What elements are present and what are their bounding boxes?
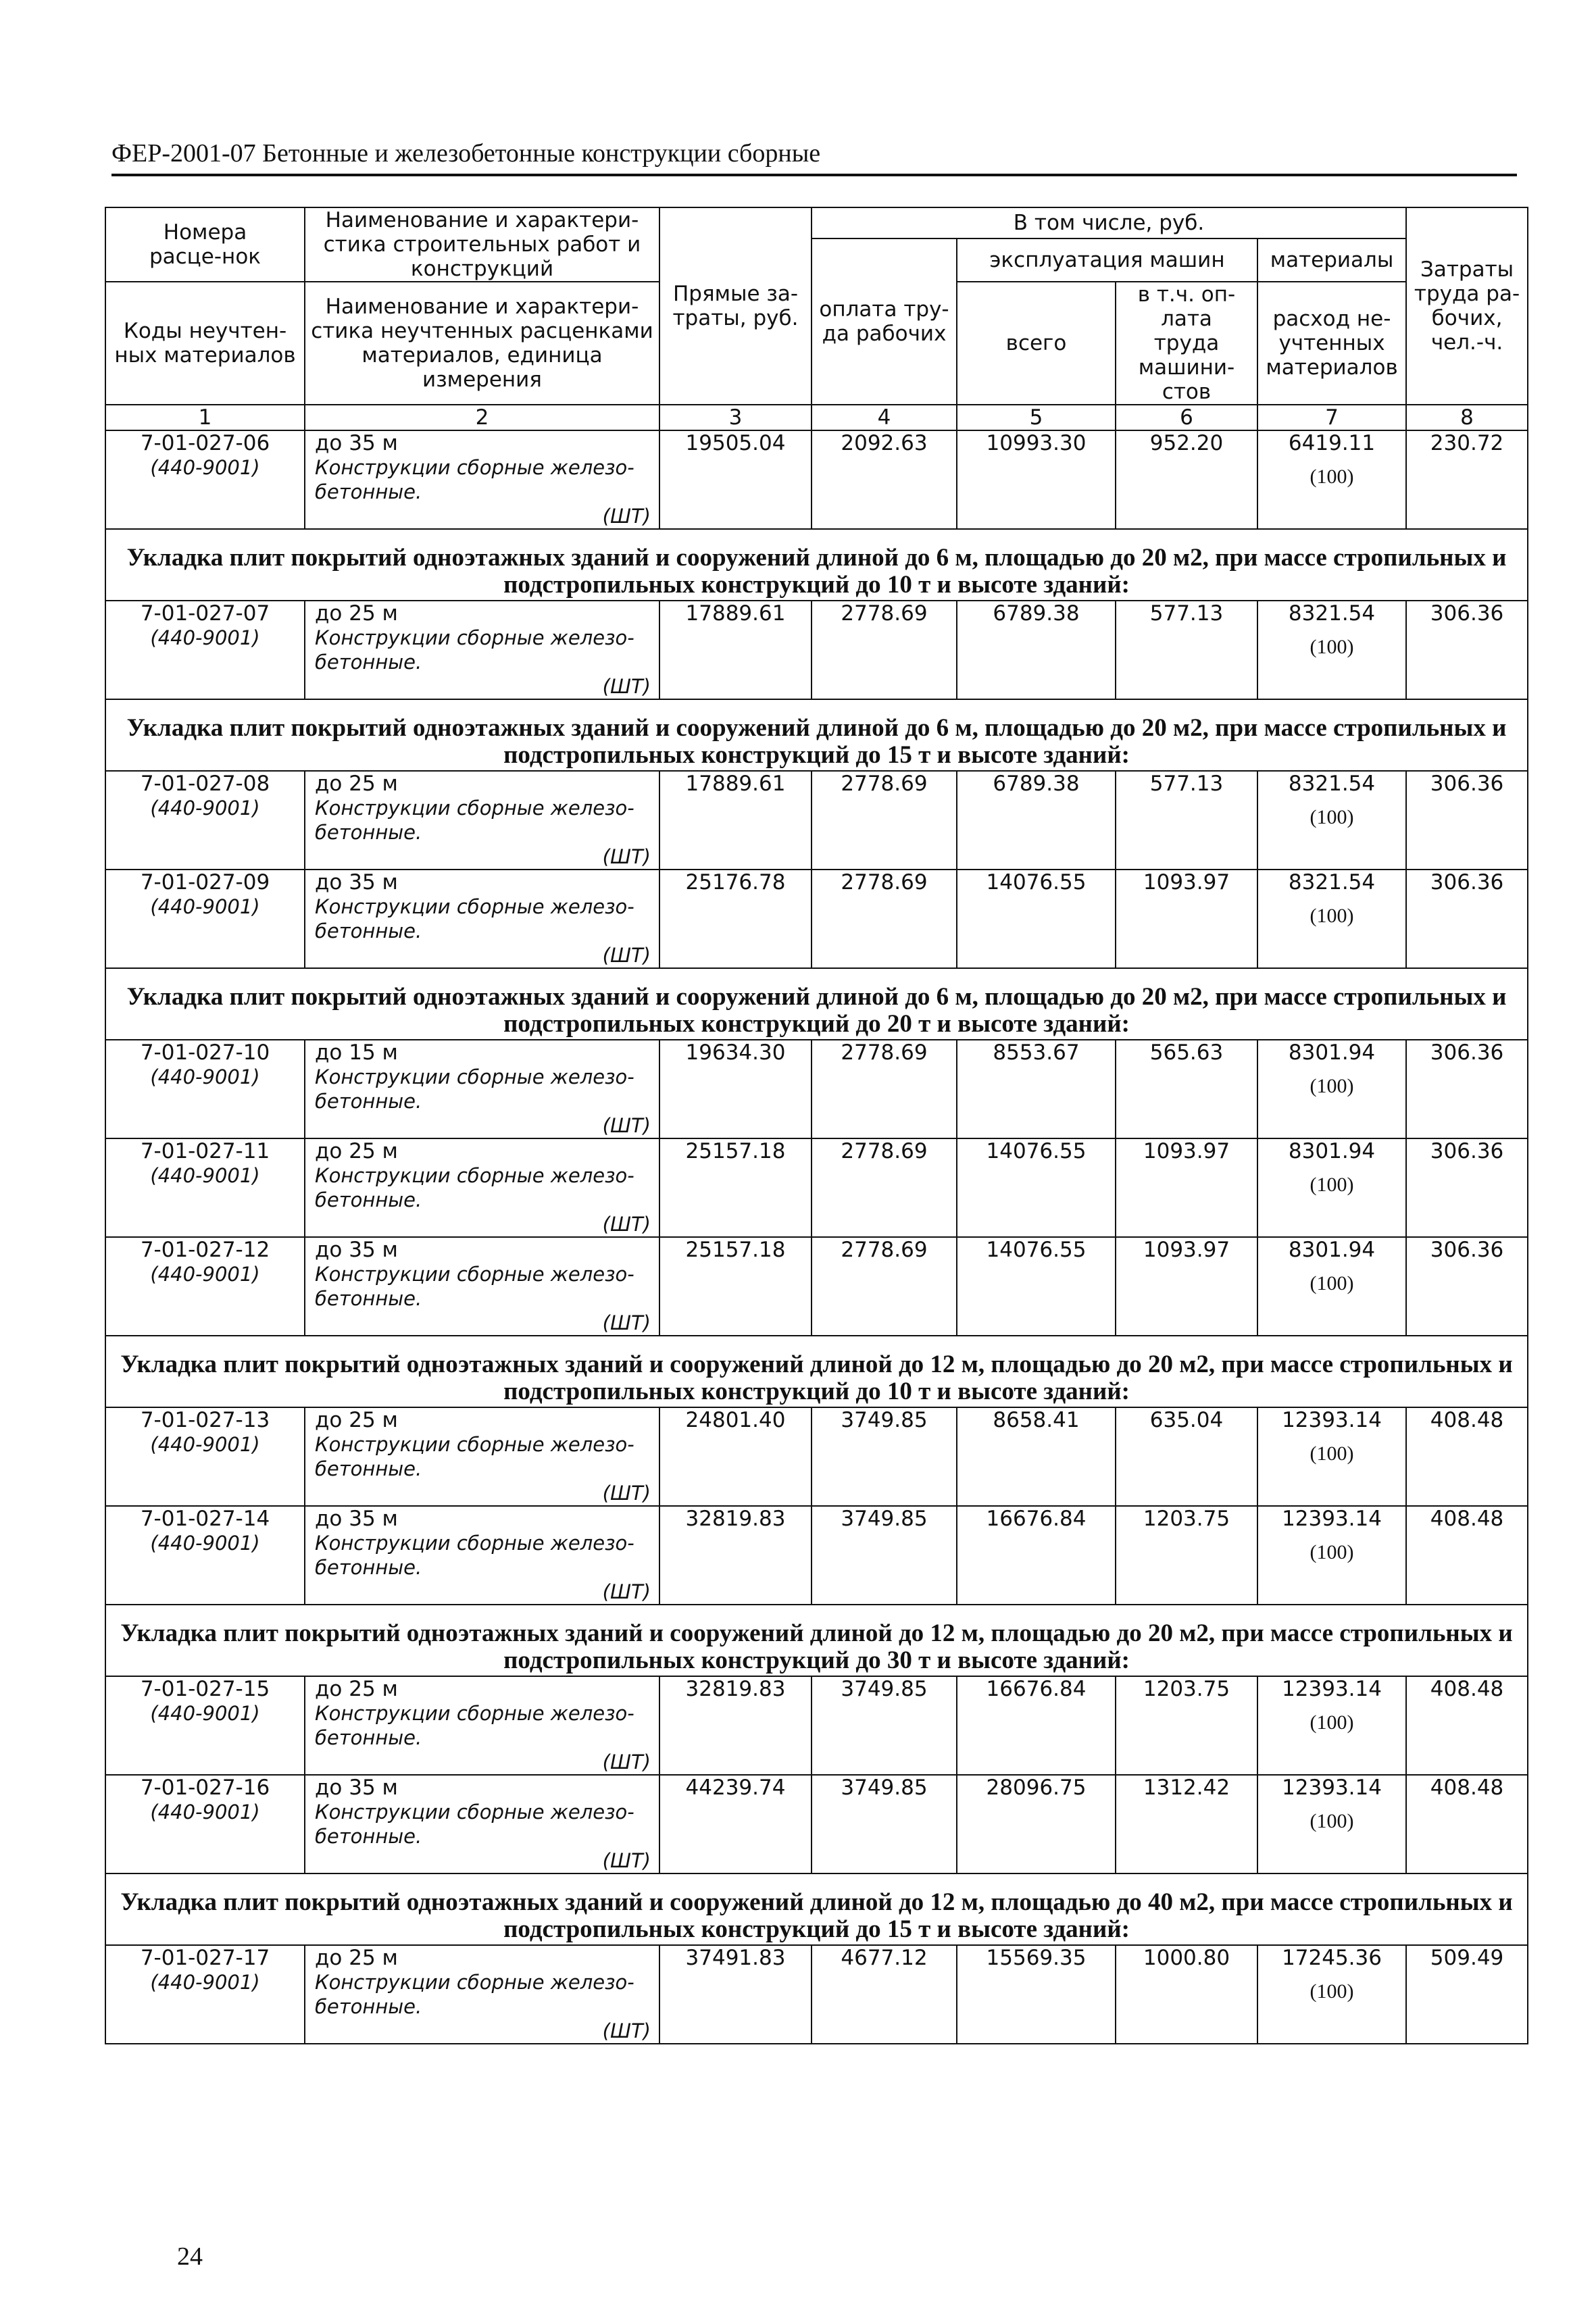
rate-code-cell bbox=[105, 1407, 305, 1506]
materials-cell bbox=[1257, 771, 1406, 870]
th-machines-total: всего bbox=[957, 282, 1116, 405]
material-unit: (ШТ) bbox=[602, 1849, 651, 1872]
machines-labor-pay-cell: 1203.75 bbox=[1116, 1506, 1257, 1605]
materials-cell bbox=[1257, 601, 1406, 699]
work-name: до 25 м bbox=[315, 1677, 398, 1701]
materials-cell bbox=[1257, 1407, 1406, 1506]
rate-code-cell bbox=[105, 1775, 305, 1873]
work-name-cell bbox=[305, 1407, 659, 1506]
material-unit: (ШТ) bbox=[602, 1311, 651, 1334]
col-number: 8 bbox=[1406, 405, 1528, 430]
section-heading-row bbox=[105, 968, 1528, 1040]
labor-hours-cell: 408.48 bbox=[1406, 1775, 1528, 1873]
materials-quantity: (100) bbox=[1310, 1075, 1354, 1097]
rate-code-cell bbox=[105, 771, 305, 870]
labor-hours-cell: 230.72 bbox=[1406, 430, 1528, 529]
machines-labor-pay-cell: 635.04 bbox=[1116, 1407, 1257, 1506]
materials-cost: 12393.14 bbox=[1282, 1776, 1382, 1800]
col-number: 6 bbox=[1116, 405, 1257, 430]
machines-total-cell: 16676.84 bbox=[957, 1506, 1116, 1605]
labor-pay-cell: 3749.85 bbox=[812, 1506, 957, 1605]
table-row bbox=[105, 430, 1528, 529]
machines-total-cell: 6789.38 bbox=[957, 771, 1116, 870]
materials-cell bbox=[1257, 1237, 1406, 1336]
materials-cost: 8301.94 bbox=[1288, 1040, 1376, 1065]
materials-cost: 8301.94 bbox=[1288, 1139, 1376, 1163]
machines-labor-pay-cell: 1312.42 bbox=[1116, 1775, 1257, 1873]
material-code: (440-9001) bbox=[150, 1164, 260, 1187]
labor-pay-cell: 3749.85 bbox=[812, 1775, 957, 1873]
th-labor-pay: оплата тру-да рабочих bbox=[812, 238, 957, 405]
materials-cost: 12393.14 bbox=[1282, 1677, 1382, 1701]
material-name: Конструкции сборные железо-бетонные. bbox=[315, 1971, 634, 2018]
work-name: до 35 м bbox=[315, 870, 398, 895]
col-number: 5 bbox=[957, 405, 1116, 430]
material-code: (440-9001) bbox=[150, 456, 260, 479]
table-row bbox=[105, 601, 1528, 699]
materials-quantity: (100) bbox=[1310, 806, 1354, 828]
work-name: до 25 м bbox=[315, 1946, 398, 1970]
col-number: 3 bbox=[659, 405, 812, 430]
machines-labor-pay-cell: 577.13 bbox=[1116, 771, 1257, 870]
direct-costs-cell: 19634.30 bbox=[659, 1040, 812, 1138]
work-name: до 25 м bbox=[315, 601, 398, 626]
col-number: 4 bbox=[812, 405, 957, 430]
materials-cell bbox=[1257, 1138, 1406, 1237]
rate-code: 7-01-027-09 bbox=[140, 870, 270, 895]
materials-cost: 6419.11 bbox=[1288, 431, 1376, 455]
material-name: Конструкции сборные железо-бетонные. bbox=[315, 456, 634, 503]
rate-code: 7-01-027-16 bbox=[140, 1776, 270, 1800]
materials-quantity: (100) bbox=[1310, 1174, 1354, 1196]
materials-cost: 12393.14 bbox=[1282, 1507, 1382, 1531]
materials-quantity: (100) bbox=[1310, 466, 1354, 488]
work-name-cell bbox=[305, 601, 659, 699]
direct-costs-cell: 44239.74 bbox=[659, 1775, 812, 1873]
direct-costs-cell: 19505.04 bbox=[659, 430, 812, 529]
col-number: 1 bbox=[105, 405, 305, 430]
material-name: Конструкции сборные железо-бетонные. bbox=[315, 1263, 634, 1310]
materials-quantity: (100) bbox=[1310, 1980, 1354, 2003]
th-materials: материалы bbox=[1257, 238, 1406, 282]
material-name: Конструкции сборные железо-бетонные. bbox=[315, 1801, 634, 1848]
machines-total-cell: 14076.55 bbox=[957, 1237, 1116, 1336]
section-heading: Укладка плит покрытий одноэтажных зданий и сооружений длиной до 6 м, площадью до 20 м2, при массе стропильных и подстропильных конструкций до 10 т и высоте зданий: bbox=[105, 529, 1528, 601]
direct-costs-cell: 37491.83 bbox=[659, 1945, 812, 2044]
materials-cost: 12393.14 bbox=[1282, 1408, 1382, 1432]
labor-pay-cell: 2778.69 bbox=[812, 1237, 957, 1336]
labor-hours-cell: 306.36 bbox=[1406, 1237, 1528, 1336]
work-name-cell bbox=[305, 1676, 659, 1775]
materials-cell bbox=[1257, 1945, 1406, 2044]
material-name: Конструкции сборные железо-бетонные. bbox=[315, 1065, 634, 1113]
rates-table bbox=[105, 207, 1528, 2044]
th-materials-consumption: расход не-учтенных материалов bbox=[1257, 282, 1406, 405]
work-name: до 15 м bbox=[315, 1040, 398, 1065]
materials-cost: 8321.54 bbox=[1288, 772, 1376, 796]
table-row bbox=[105, 1040, 1528, 1138]
machines-total-cell: 8553.67 bbox=[957, 1040, 1116, 1138]
section-heading-row bbox=[105, 1873, 1528, 1945]
labor-pay-cell: 3749.85 bbox=[812, 1676, 957, 1775]
material-unit: (ШТ) bbox=[602, 845, 651, 868]
direct-costs-cell: 17889.61 bbox=[659, 771, 812, 870]
direct-costs-cell: 25157.18 bbox=[659, 1138, 812, 1237]
materials-cell bbox=[1257, 1676, 1406, 1775]
materials-quantity: (100) bbox=[1310, 636, 1354, 658]
column-numbers-row bbox=[105, 405, 1528, 430]
machines-total-cell: 15569.35 bbox=[957, 1945, 1116, 2044]
section-heading: Укладка плит покрытий одноэтажных зданий и сооружений длиной до 6 м, площадью до 20 м2, при массе стропильных и подстропильных конструкций до 15 т и высоте зданий: bbox=[105, 699, 1528, 771]
table-row bbox=[105, 1138, 1528, 1237]
materials-cell bbox=[1257, 1775, 1406, 1873]
material-code: (440-9001) bbox=[150, 1801, 260, 1823]
rate-code: 7-01-027-12 bbox=[140, 1238, 270, 1262]
rate-code-cell bbox=[105, 1040, 305, 1138]
th-machines: эксплуатация машин bbox=[957, 238, 1257, 282]
table-row bbox=[105, 870, 1528, 968]
machines-total-cell: 16676.84 bbox=[957, 1676, 1116, 1775]
rate-code: 7-01-027-11 bbox=[140, 1139, 270, 1163]
machines-total-cell: 8658.41 bbox=[957, 1407, 1116, 1506]
labor-pay-cell: 2778.69 bbox=[812, 601, 957, 699]
work-name-cell bbox=[305, 870, 659, 968]
rate-code-cell bbox=[105, 1676, 305, 1775]
rate-code: 7-01-027-10 bbox=[140, 1040, 270, 1065]
table-row bbox=[105, 1506, 1528, 1605]
labor-pay-cell: 2778.69 bbox=[812, 870, 957, 968]
table-row bbox=[105, 1237, 1528, 1336]
rate-code-cell bbox=[105, 870, 305, 968]
col-number: 2 bbox=[305, 405, 659, 430]
materials-cost: 8321.54 bbox=[1288, 601, 1376, 626]
material-code: (440-9001) bbox=[150, 1532, 260, 1555]
machines-labor-pay-cell: 952.20 bbox=[1116, 430, 1257, 529]
th-rate-numbers: Номера расце-нок bbox=[105, 207, 305, 282]
work-name: до 35 м bbox=[315, 1238, 398, 1262]
work-name: до 25 м bbox=[315, 772, 398, 796]
rate-code: 7-01-027-17 bbox=[140, 1946, 270, 1970]
section-heading-row bbox=[105, 1605, 1528, 1676]
th-including: В том числе, руб. bbox=[812, 207, 1406, 238]
machines-total-cell: 28096.75 bbox=[957, 1775, 1116, 1873]
material-code: (440-9001) bbox=[150, 797, 260, 820]
direct-costs-cell: 32819.83 bbox=[659, 1676, 812, 1775]
materials-quantity: (100) bbox=[1310, 1442, 1354, 1465]
th-material-codes: Коды неучтен-ных материалов bbox=[105, 282, 305, 405]
materials-quantity: (100) bbox=[1310, 1810, 1354, 1832]
col-number: 7 bbox=[1257, 405, 1406, 430]
labor-pay-cell: 2778.69 bbox=[812, 771, 957, 870]
th-machines-labor: в т.ч. оп-лата труда машини-стов bbox=[1116, 282, 1257, 405]
material-name: Конструкции сборные железо-бетонные. bbox=[315, 797, 634, 844]
work-name: до 35 м bbox=[315, 1776, 398, 1800]
labor-hours-cell: 306.36 bbox=[1406, 1138, 1528, 1237]
material-code: (440-9001) bbox=[150, 1971, 260, 1994]
material-code: (440-9001) bbox=[150, 1065, 260, 1088]
rate-code: 7-01-027-06 bbox=[140, 431, 270, 455]
materials-cost: 8321.54 bbox=[1288, 870, 1376, 895]
material-name: Конструкции сборные железо-бетонные. bbox=[315, 1433, 634, 1480]
machines-total-cell: 14076.55 bbox=[957, 870, 1116, 968]
materials-quantity: (100) bbox=[1310, 1541, 1354, 1563]
material-code: (440-9001) bbox=[150, 1263, 260, 1286]
section-heading: Укладка плит покрытий одноэтажных зданий и сооружений длиной до 12 м, площадью до 40 м2, при массе стропильных и подстропильных конструкций до 15 т и высоте зданий: bbox=[105, 1873, 1528, 1945]
labor-hours-cell: 408.48 bbox=[1406, 1407, 1528, 1506]
work-name-cell bbox=[305, 1138, 659, 1237]
machines-labor-pay-cell: 577.13 bbox=[1116, 601, 1257, 699]
material-unit: (ШТ) bbox=[602, 1114, 651, 1137]
section-heading: Укладка плит покрытий одноэтажных зданий и сооружений длиной до 12 м, площадью до 20 м2, при массе стропильных и подстропильных конструкций до 30 т и высоте зданий: bbox=[105, 1605, 1528, 1676]
section-heading-row bbox=[105, 529, 1528, 601]
rate-code: 7-01-027-13 bbox=[140, 1408, 270, 1432]
direct-costs-cell: 17889.61 bbox=[659, 601, 812, 699]
rate-code-cell bbox=[105, 601, 305, 699]
machines-labor-pay-cell: 1000.80 bbox=[1116, 1945, 1257, 2044]
material-unit: (ШТ) bbox=[602, 2019, 651, 2042]
materials-quantity: (100) bbox=[1310, 905, 1354, 927]
material-name: Конструкции сборные железо-бетонные. bbox=[315, 895, 634, 942]
table-body bbox=[105, 430, 1528, 2044]
labor-hours-cell: 306.36 bbox=[1406, 771, 1528, 870]
material-unit: (ШТ) bbox=[602, 944, 651, 967]
materials-cost: 8301.94 bbox=[1288, 1238, 1376, 1262]
work-name-cell bbox=[305, 1775, 659, 1873]
labor-pay-cell: 3749.85 bbox=[812, 1407, 957, 1506]
section-heading: Укладка плит покрытий одноэтажных зданий и сооружений длиной до 12 м, площадью до 20 м2, при массе стропильных и подстропильных конструкций до 10 т и высоте зданий: bbox=[105, 1336, 1528, 1407]
rate-code: 7-01-027-15 bbox=[140, 1677, 270, 1701]
direct-costs-cell: 24801.40 bbox=[659, 1407, 812, 1506]
material-name: Конструкции сборные железо-бетонные. bbox=[315, 626, 634, 674]
materials-cost: 17245.36 bbox=[1282, 1946, 1382, 1970]
page-header: ФЕР-2001-07 Бетонные и железобетонные конструкции сборные bbox=[111, 139, 1517, 176]
table-row bbox=[105, 1945, 1528, 2044]
work-name: до 35 м bbox=[315, 1507, 398, 1531]
page-number: 24 bbox=[177, 2242, 203, 2271]
labor-hours-cell: 306.36 bbox=[1406, 1040, 1528, 1138]
material-name: Конструкции сборные железо-бетонные. bbox=[315, 1532, 634, 1579]
material-unit: (ШТ) bbox=[602, 1213, 651, 1236]
materials-quantity: (100) bbox=[1310, 1711, 1354, 1734]
material-unit: (ШТ) bbox=[602, 1751, 651, 1774]
work-name-cell bbox=[305, 1945, 659, 2044]
material-name: Конструкции сборные железо-бетонные. bbox=[315, 1702, 634, 1749]
materials-quantity: (100) bbox=[1310, 1272, 1354, 1294]
labor-pay-cell: 2778.69 bbox=[812, 1138, 957, 1237]
rate-code: 7-01-027-07 bbox=[140, 601, 270, 626]
rate-code-cell bbox=[105, 430, 305, 529]
labor-hours-cell: 306.36 bbox=[1406, 870, 1528, 968]
table-row bbox=[105, 1407, 1528, 1506]
machines-total-cell: 6789.38 bbox=[957, 601, 1116, 699]
materials-cell bbox=[1257, 1040, 1406, 1138]
table-row bbox=[105, 1676, 1528, 1775]
material-code: (440-9001) bbox=[150, 895, 260, 918]
materials-cell bbox=[1257, 430, 1406, 529]
labor-pay-cell: 4677.12 bbox=[812, 1945, 957, 2044]
section-heading-row bbox=[105, 699, 1528, 771]
machines-total-cell: 10993.30 bbox=[957, 430, 1116, 529]
labor-hours-cell: 306.36 bbox=[1406, 601, 1528, 699]
direct-costs-cell: 25176.78 bbox=[659, 870, 812, 968]
work-name-cell bbox=[305, 1237, 659, 1336]
work-name-cell bbox=[305, 771, 659, 870]
machines-labor-pay-cell: 1203.75 bbox=[1116, 1676, 1257, 1775]
machines-labor-pay-cell: 565.63 bbox=[1116, 1040, 1257, 1138]
rate-code: 7-01-027-08 bbox=[140, 772, 270, 796]
work-name: до 35 м bbox=[315, 431, 398, 455]
work-name-cell bbox=[305, 430, 659, 529]
material-unit: (ШТ) bbox=[602, 1580, 651, 1603]
table-row bbox=[105, 771, 1528, 870]
work-name-cell bbox=[305, 1506, 659, 1605]
labor-hours-cell: 509.49 bbox=[1406, 1945, 1528, 2044]
work-name-cell bbox=[305, 1040, 659, 1138]
materials-cell bbox=[1257, 1506, 1406, 1605]
material-unit: (ШТ) bbox=[602, 675, 651, 698]
rate-code-cell bbox=[105, 1506, 305, 1605]
table-header bbox=[105, 207, 1528, 430]
rate-code-cell bbox=[105, 1138, 305, 1237]
machines-labor-pay-cell: 1093.97 bbox=[1116, 870, 1257, 968]
materials-cell bbox=[1257, 870, 1406, 968]
rate-code-cell bbox=[105, 1237, 305, 1336]
work-name: до 25 м bbox=[315, 1408, 398, 1432]
material-unit: (ШТ) bbox=[602, 1482, 651, 1505]
labor-pay-cell: 2778.69 bbox=[812, 1040, 957, 1138]
direct-costs-cell: 32819.83 bbox=[659, 1506, 812, 1605]
work-name: до 25 м bbox=[315, 1139, 398, 1163]
machines-labor-pay-cell: 1093.97 bbox=[1116, 1237, 1257, 1336]
labor-hours-cell: 408.48 bbox=[1406, 1506, 1528, 1605]
machines-total-cell: 14076.55 bbox=[957, 1138, 1116, 1237]
direct-costs-cell: 25157.18 bbox=[659, 1237, 812, 1336]
th-material-name: Наименование и характери-стика неучтенных расценками материалов, единица измерения bbox=[305, 282, 659, 405]
material-code: (440-9001) bbox=[150, 626, 260, 649]
th-work-name: Наименование и характери-стика строительных работ и конструкций bbox=[305, 207, 659, 282]
material-unit: (ШТ) bbox=[602, 505, 651, 528]
labor-pay-cell: 2092.63 bbox=[812, 430, 957, 529]
material-name: Конструкции сборные железо-бетонные. bbox=[315, 1164, 634, 1211]
section-heading: Укладка плит покрытий одноэтажных зданий и сооружений длиной до 6 м, площадью до 20 м2, при массе стропильных и подстропильных конструкций до 20 т и высоте зданий: bbox=[105, 968, 1528, 1040]
table-row bbox=[105, 1775, 1528, 1873]
th-labor-costs: Затраты труда ра-бочих, чел.-ч. bbox=[1406, 207, 1528, 405]
material-code: (440-9001) bbox=[150, 1702, 260, 1725]
material-code: (440-9001) bbox=[150, 1433, 260, 1456]
section-heading-row bbox=[105, 1336, 1528, 1407]
labor-hours-cell: 408.48 bbox=[1406, 1676, 1528, 1775]
machines-labor-pay-cell: 1093.97 bbox=[1116, 1138, 1257, 1237]
rate-code: 7-01-027-14 bbox=[140, 1507, 270, 1531]
rate-code-cell bbox=[105, 1945, 305, 2044]
th-direct-costs: Прямые за-траты, руб. bbox=[659, 207, 812, 405]
